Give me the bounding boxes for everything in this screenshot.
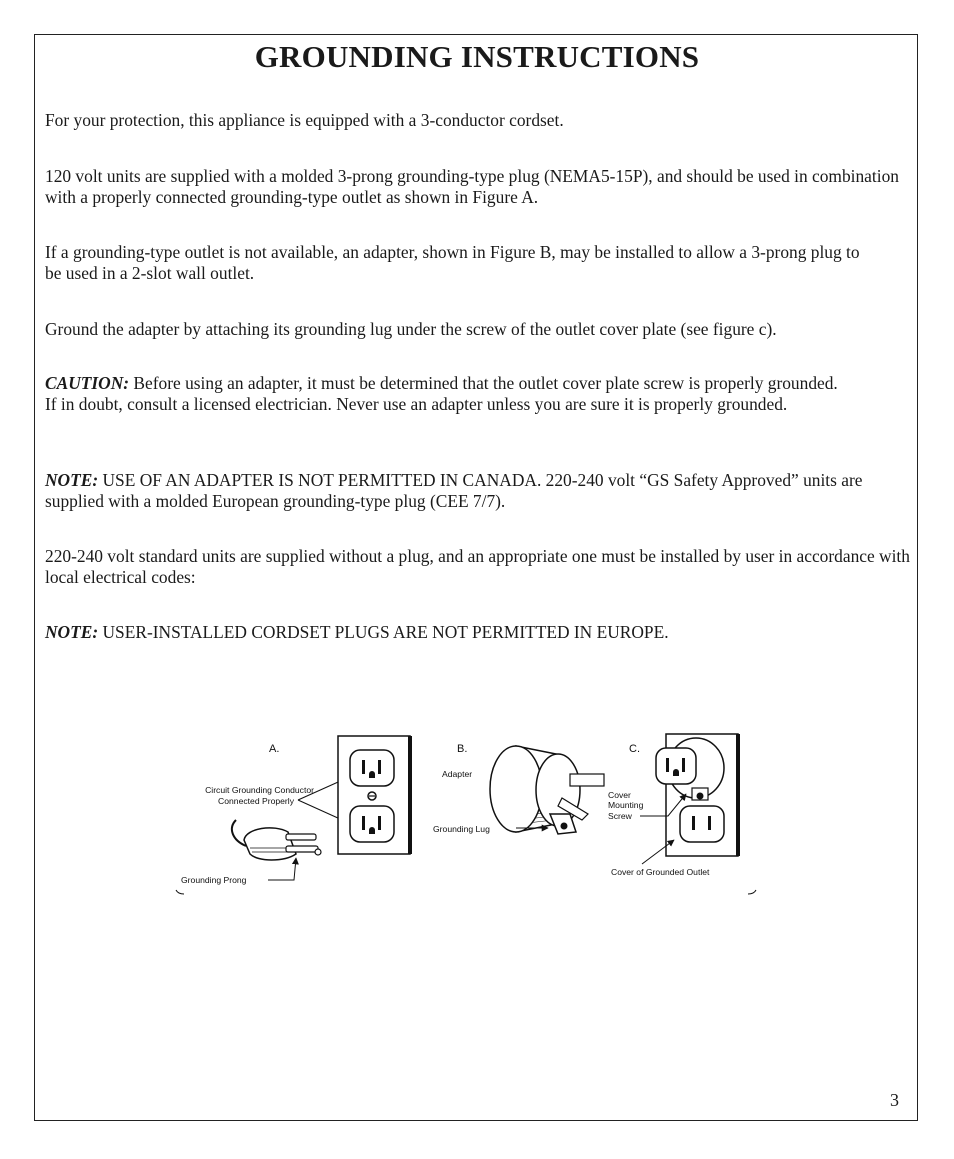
paragraph-120-volt xyxy=(45,166,913,208)
caution-lead: CAUTION: xyxy=(45,373,130,393)
note-lead: NOTE: xyxy=(45,622,99,642)
paragraph-adapter xyxy=(45,242,865,284)
conductor-label-line2: Connected Properly xyxy=(218,796,294,806)
conductor-label-line1: Circuit Grounding Conductor xyxy=(205,785,314,795)
paragraph-text: 220-240 volt standard units are supplied without a plug, and an appropriate one must be installed by user in accordance with local electrical codes: xyxy=(45,546,910,587)
figure-a-letter: A. xyxy=(269,743,280,755)
paragraph-caution xyxy=(45,373,840,415)
figure-b-letter: B. xyxy=(457,743,468,755)
paragraph-note-europe xyxy=(45,622,913,643)
figure-c-letter: C. xyxy=(629,743,640,755)
adapter-icon xyxy=(490,746,604,834)
paragraph-text: 120 volt units are supplied with a molded 3-prong grounding-type plug (NEMA5-15P), and should be used in combination with a properly connected grounding-type outlet as shown in Figure A. xyxy=(45,166,899,207)
paragraph-ground-adapter xyxy=(45,319,913,340)
paragraph-text: If a grounding-type outlet is not available, an adapter, shown in Figure B, may be installed to allow a 3-prong plug to be used in a 2-slot wall outlet. xyxy=(45,242,860,283)
grounding-lug-label: Grounding Lug xyxy=(433,824,490,834)
paragraph-protection xyxy=(45,110,913,131)
three-prong-plug-icon xyxy=(232,820,321,860)
wall-outlet-a-icon xyxy=(338,736,410,854)
wall-outlet-c-icon xyxy=(656,734,738,856)
page-title: GROUNDING INSTRUCTIONS xyxy=(254,39,700,74)
cover-screw-label-line2: Mounting xyxy=(608,800,644,810)
paragraph-text: Ground the adapter by attaching its grounding lug under the screw of the outlet cover plate (see figure c). xyxy=(45,319,777,339)
cover-screw-label-line1: Cover xyxy=(608,790,631,800)
cover-screw-label-line3: Screw xyxy=(608,811,632,821)
cover-grounded-outlet-label: Cover of Grounded Outlet xyxy=(611,867,710,877)
paragraph-note-canada xyxy=(45,470,870,512)
paragraph-text: USER-INSTALLED CORDSET PLUGS ARE NOT PERMITTED IN EUROPE. xyxy=(98,622,669,642)
page-number: 3 xyxy=(890,1090,899,1110)
paragraph-text: USE OF AN ADAPTER IS NOT PERMITTED IN CANADA. 220-240 volt “GS Safety Approved” units are supplied with a molded European grounding-type plug (CEE 7/7). xyxy=(45,470,863,511)
adapter-label: Adapter xyxy=(442,769,473,779)
grounding-prong-label: Grounding Prong xyxy=(181,875,247,885)
paragraph-text: For your protection, this appliance is equipped with a 3-conductor cordset. xyxy=(45,110,564,130)
note-lead: NOTE: xyxy=(45,470,99,490)
paragraph-220-volt xyxy=(45,546,913,588)
grounding-figure xyxy=(166,728,766,898)
paragraph-text: Before using an adapter, it must be determined that the outlet cover plate screw is properly grounded. If in doubt, consult a licensed electrician. Never use an adapter unless you are sure it is properly grounded. xyxy=(45,373,838,414)
